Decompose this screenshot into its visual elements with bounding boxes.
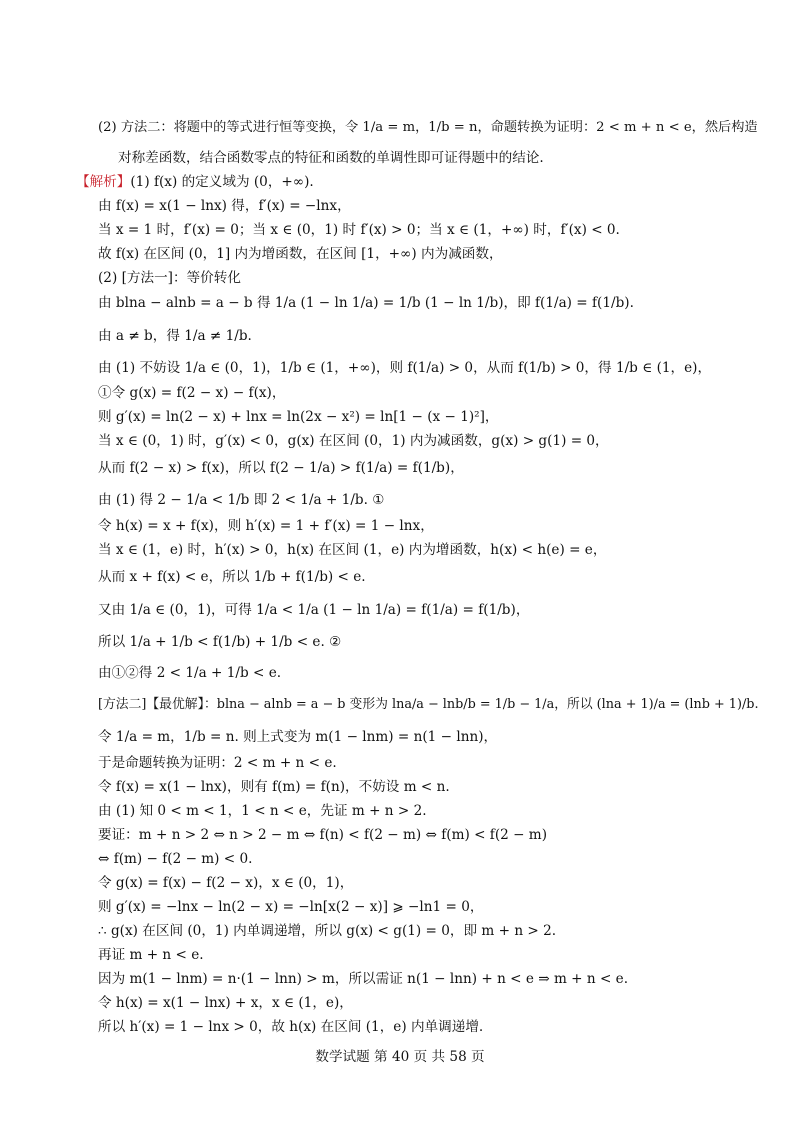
line-content: 由 f(x) = x(1 − lnx) 得，f′(x) = −lnx， <box>98 198 351 214</box>
text-line <box>98 632 341 652</box>
line-content: ⇔ f(m) − f(2 − m) < 0. <box>98 851 253 867</box>
text-line <box>98 945 204 965</box>
text-line <box>98 118 758 138</box>
line-content: 于是命题转换为证明：2 < m + n < e. <box>98 755 337 771</box>
line-content: 从而 x + f(x) < e，所以 1/b + f(1/b) < e. <box>98 569 366 585</box>
line-content: ∴ g(x) 在区间 (0，1) 内单调递增，所以 g(x) < g(1) = 0，即 m + n > 2. <box>98 923 557 939</box>
text-line <box>98 326 252 346</box>
text-line <box>98 873 353 893</box>
line-content: 则 g′(x) = ln(2 − x) + lnx = ln(2x − x²) = ln[1 − (x − 1)²]， <box>98 409 499 425</box>
text-line <box>98 431 609 451</box>
text-line <box>98 383 285 403</box>
line-content: 由 (1) 得 2 − 1/a < 1/b 即 2 < 1/a + 1/b. ① <box>98 492 385 508</box>
text-line <box>98 244 503 264</box>
section-tag: 【解析】 <box>76 174 131 190</box>
line-content: 因为 m(1 − lnm) = n·(1 − lnn) > m，所以需证 n(1 − lnn) + n < e ⇒ m + n < e. <box>98 971 629 987</box>
line-content: 令 1/a = m，1/b = n. 则上式变为 m(1 − lnm) = n(1 − lnn)， <box>98 729 498 745</box>
line-content: 所以 h′(x) = 1 − lnx > 0，故 h(x) 在区间 (1，e) 内单调递增. <box>98 1019 484 1035</box>
line-content: 由①②得 2 < 1/a + 1/b < e. <box>98 665 282 681</box>
text-line <box>98 490 384 510</box>
line-content: 当 x ∈ (0，1) 时，g′(x) < 0，g(x) 在区间 (0，1) 内为减函数，g(x) > g(1) = 0， <box>98 433 609 449</box>
text-line <box>118 148 544 168</box>
text-line <box>98 516 434 536</box>
line-content: 令 f(x) = x(1 − lnx)，则有 f(m) = f(n)，不妨设 m < n. <box>98 779 450 795</box>
line-content: 故 f(x) 在区间 (0，1] 内为增函数，在区间 [1，+∞) 内为减函数， <box>98 246 503 262</box>
line-content: 由 blna − alnb = a − b 得 1/a (1 − ln 1/a) = 1/b (1 − ln 1/b)，即 f(1/a) = f(1/b). <box>98 295 634 311</box>
text-line <box>98 663 281 683</box>
text-line <box>98 777 450 797</box>
text-line <box>98 1017 483 1037</box>
line-content: 由 a ≠ b，得 1/a ≠ 1/b. <box>98 328 252 344</box>
line-content: 所以 1/a + 1/b < f(1/b) + 1/b < e. ② <box>98 634 342 650</box>
line-content: 令 h(x) = x(1 − lnx) + x，x ∈ (1，e)， <box>98 995 353 1011</box>
text-line <box>98 358 711 378</box>
line-content: 则 g′(x) = −lnx − ln(2 − x) = −ln[x(2 − x)] ⩾ −ln1 = 0， <box>98 899 484 915</box>
text-line <box>98 600 529 620</box>
text-line <box>98 801 427 821</box>
text-line <box>98 196 351 216</box>
line-content: 当 x = 1 时，f′(x) = 0；当 x ∈ (0，1) 时 f′(x) > 0；当 x ∈ (1，+∞) 时，f′(x) < 0. <box>98 222 620 238</box>
text-line <box>98 753 337 773</box>
text-line <box>98 695 759 715</box>
line-content: 又由 1/a ∈ (0，1)，可得 1/a < 1/a (1 − ln 1/a) = f(1/a) = f(1/b)， <box>98 602 530 618</box>
text-line <box>98 825 547 845</box>
line-content: 从而 f(2 − x) > f(x)，所以 f(2 − 1/a) > f(1/a) = f(1/b)， <box>98 460 464 476</box>
line-content: 对称差函数，结合函数零点的特征和函数的单调性即可证得题中的结论. <box>118 150 544 166</box>
line-content: 当 x ∈ (1，e) 时，h′(x) > 0，h(x) 在区间 (1，e) 内为增函数，h(x) < h(e) = e， <box>98 542 607 558</box>
text-line <box>98 969 628 989</box>
line-content: [方法二]【最优解】：blna − alnb = a − b 变形为 lna/a − lnb/b = 1/b − 1/a，所以 (lna + 1)/a = (lnb + 1)/b. <box>98 697 759 712</box>
line-content: 令 h(x) = x + f(x)，则 h′(x) = 1 + f′(x) = 1 − lnx， <box>98 518 434 534</box>
line-content: 由 (1) 知 0 < m < 1，1 < n < e，先证 m + n > 2. <box>98 803 427 819</box>
text-line <box>98 293 634 313</box>
line-content: 令 g(x) = f(x) − f(2 − x)，x ∈ (0，1)， <box>98 875 354 891</box>
page-footer: 数学试题 第 40 页 共 58 页 <box>315 1049 485 1065</box>
text-line <box>98 540 606 560</box>
line-content: ①令 g(x) = f(2 − x) − f(x)， <box>98 385 286 401</box>
line-content: (1) f(x) 的定义域为 (0，+∞). <box>130 174 314 190</box>
text-line <box>98 407 499 427</box>
text-line <box>98 220 620 240</box>
line-content: (2) 方法二：将题中的等式进行恒等变换，令 1/a = m，1/b = n，命题转换为证明：2 < m + n < e，然后构造 <box>98 120 758 135</box>
text-line <box>98 458 464 478</box>
line-content: (2) [方法一]：等价转化 <box>98 270 241 286</box>
text-line <box>98 727 497 747</box>
text-line <box>98 849 252 869</box>
text-line <box>98 897 483 917</box>
line-content: 由 (1) 不妨设 1/a ∈ (0，1)，1/b ∈ (1，+∞)，则 f(1/a) > 0，从而 f(1/b) > 0，得 1/b ∈ (1，e)， <box>98 360 712 376</box>
line-content: 要证：m + n > 2 ⇔ n > 2 − m ⇔ f(n) < f(2 − m) ⇔ f(m) < f(2 − m) <box>98 827 547 843</box>
text-line <box>98 268 241 288</box>
line-content: 再证 m + n < e. <box>98 947 204 963</box>
text-line <box>98 993 353 1013</box>
text-line <box>98 921 556 941</box>
text-line <box>76 172 314 192</box>
text-line <box>98 567 366 587</box>
